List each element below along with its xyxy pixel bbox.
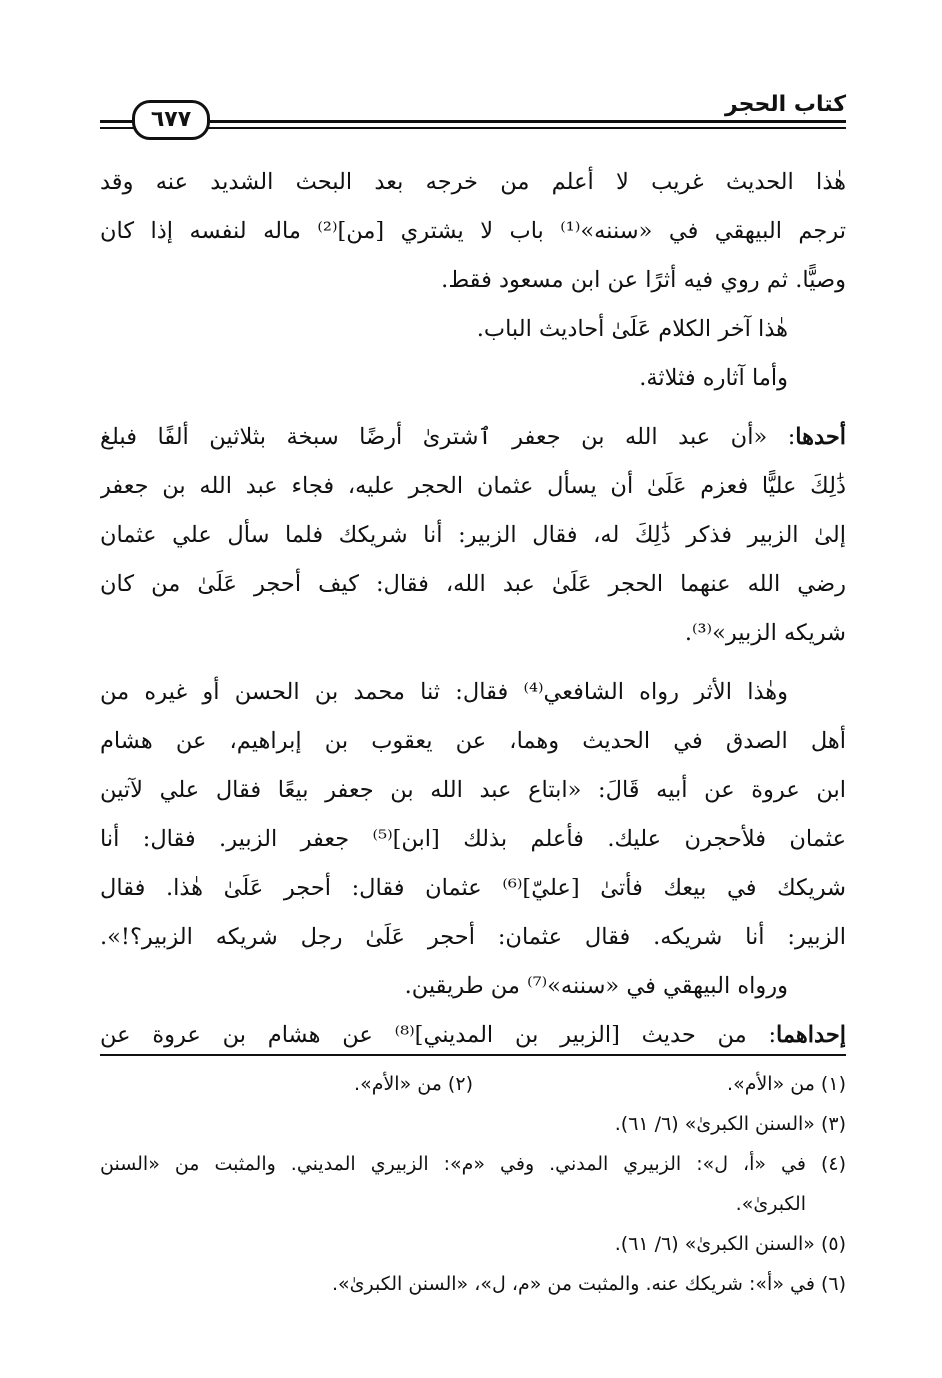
text-line: وهٰذا الأثر رواه الشافعي⁽⁴⁾ فقال: ثنا محمد بن الحسن أو غيره من	[100, 679, 788, 705]
footnote-2: (٢) من «الأم».	[354, 1073, 473, 1095]
footnote-separator	[100, 1054, 846, 1056]
text-line: ذَٰلِكَ عليًّا فعزم عَلَىٰ أن يسأل عثمان الحجر عليه، فجاء عبد الله بن جعفر	[100, 473, 846, 499]
body-text	[100, 158, 846, 1060]
text-line: عثمان فلأحجرن عليك. فأعلم بذلك [ابن]⁽⁵⁾ جعفر الزبير. فقال: أنا	[100, 826, 846, 852]
text-line: ترجم البيهقي في «سننه»⁽¹⁾ باب لا يشتري [من]⁽²⁾ ماله لنفسه إذا كان	[100, 218, 846, 244]
text-line: الزبير: أنا شريكه. فقال عثمان: أحجر عَلَىٰ رجل شريكه الزبير؟!».	[100, 924, 846, 950]
page-number: ٦٧٧	[132, 100, 210, 140]
text-line: ابن عروة عن أبيه قَالَ: «ابتاع عبد الله بن جعفر بيعًا فقال علي لآتين	[100, 777, 846, 803]
text-line: ورواه البيهقي في «سننه»⁽⁷⁾ من طريقين.	[404, 973, 788, 999]
text-line: هٰذا الحديث غريب لا أعلم من خرجه بعد البحث الشديد عنه وقد	[100, 169, 846, 195]
footnotes	[100, 1064, 846, 1304]
footnote-4: (٤) في «أ، ل»: الزبيري المدني. وفي «م»: الزبيري المديني. والمثبت من «السنن	[100, 1153, 846, 1175]
text-line: إحداهما: من حديث [الزبير بن المديني]⁽⁸⁾ عن هشام بن عروة عن	[100, 1022, 846, 1048]
text-line: شريكك في بيعك فأتىٰ [عليّ]⁽⁶⁾ عثمان فقال: أحجر عَلَىٰ هٰذا. فقال	[100, 875, 846, 901]
text-line: وأما آثاره فثلاثة.	[639, 365, 788, 391]
paragraph-lead: أحدها	[795, 424, 846, 450]
footnote-3: (٣) «السنن الكبرىٰ» (٦/ ٦١).	[614, 1113, 846, 1135]
header-rule	[100, 120, 846, 123]
text-line: إلىٰ الزبير فذكر ذَٰلِكَ له، فقال الزبير: أنا شريكك فلما سأل علي عثمان	[100, 522, 846, 548]
text-line: أحدها: «أن عبد الله بن جعفر ٱشترىٰ أرضًا سبخة بثلاثين ألفًا فبلغ	[100, 424, 846, 450]
footnote-1: (١) من «الأم».	[727, 1073, 846, 1095]
text-line: شريكه الزبير»⁽³⁾.	[684, 620, 846, 646]
running-title: كتاب الحجر	[725, 92, 846, 117]
text-line: وصيًّا. ثم روي فيه أثرًا عن ابن مسعود فقط.	[441, 267, 846, 293]
header-rule-thin	[100, 127, 846, 129]
footnote-6: (٦) في «أ»: شريكك عنه. والمثبت من «م، ل»، «السنن الكبرىٰ».	[331, 1273, 846, 1295]
text-line: رضي الله عنهما الحجر عَلَىٰ عبد الله، فقال: كيف أحجر عَلَىٰ من كان	[100, 571, 846, 597]
text-line: أهل الصدق في الحديث وهما، عن يعقوب بن إبراهيم، عن هشام	[100, 728, 846, 754]
footnote-4-continued: الكبرىٰ».	[735, 1193, 806, 1215]
paragraph-lead: إحداهما	[776, 1022, 846, 1048]
footnote-row	[100, 1064, 846, 1104]
text-line: هٰذا آخر الكلام عَلَىٰ أحاديث الباب.	[476, 316, 788, 342]
footnote-5: (٥) «السنن الكبرىٰ» (٦/ ٦١).	[614, 1233, 846, 1255]
